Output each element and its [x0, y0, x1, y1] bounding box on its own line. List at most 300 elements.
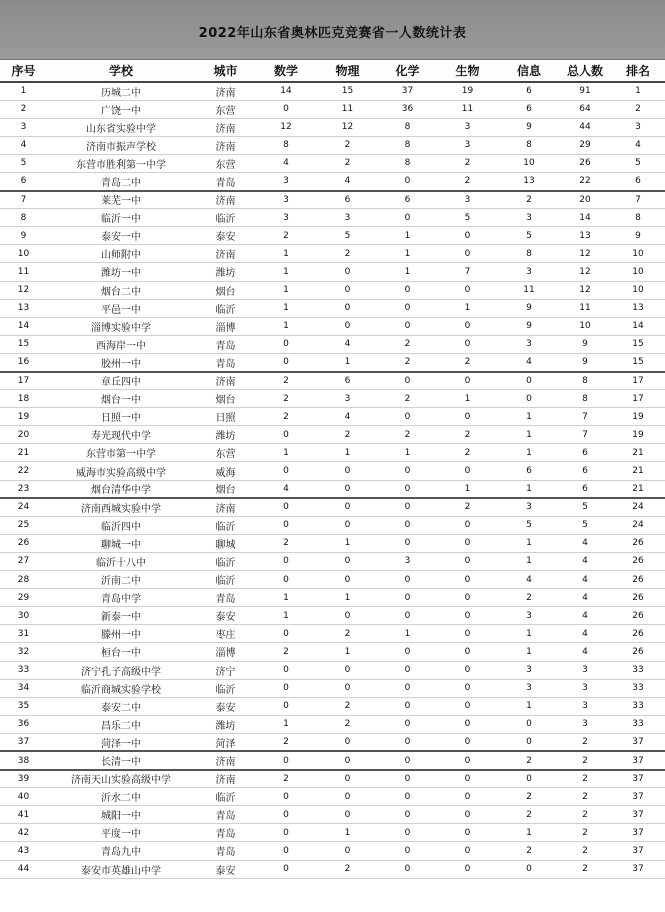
cell-city: 临沂	[195, 552, 256, 570]
cell-index: 39	[0, 770, 47, 788]
cell-city: 东营	[195, 154, 256, 172]
cell-school: 日照一中	[47, 408, 195, 426]
table-body	[0, 82, 665, 878]
cell-biology: 0	[436, 842, 499, 860]
header-row	[0, 60, 665, 82]
cell-informatics: 3	[499, 607, 559, 625]
cell-school: 莱芜一中	[47, 191, 195, 209]
cell-biology: 2	[436, 353, 499, 371]
cell-index: 19	[0, 408, 47, 426]
cell-chemistry: 8	[379, 118, 436, 136]
cell-school: 潍坊一中	[47, 263, 195, 281]
cell-biology: 3	[436, 191, 499, 209]
cell-school: 临沂一中	[47, 209, 195, 227]
cell-informatics: 1	[499, 625, 559, 643]
header-cell-biology: 生物	[436, 60, 499, 82]
cell-biology: 0	[436, 516, 499, 534]
cell-city: 青岛	[195, 824, 256, 842]
cell-chemistry: 0	[379, 770, 436, 788]
cell-rank: 15	[611, 335, 665, 353]
cell-rank: 37	[611, 751, 665, 769]
cell-physics: 15	[316, 82, 379, 100]
cell-school: 泰安二中	[47, 697, 195, 715]
cell-school: 济南西城实验中学	[47, 498, 195, 516]
cell-physics: 2	[316, 697, 379, 715]
cell-school: 聊城一中	[47, 534, 195, 552]
cell-informatics: 9	[499, 317, 559, 335]
cell-city: 烟台	[195, 281, 256, 299]
cell-index: 25	[0, 516, 47, 534]
cell-math: 1	[256, 317, 316, 335]
cell-city: 济南	[195, 82, 256, 100]
cell-index: 30	[0, 607, 47, 625]
cell-total: 5	[559, 516, 611, 534]
cell-index: 44	[0, 860, 47, 878]
cell-rank: 24	[611, 516, 665, 534]
cell-city: 枣庄	[195, 625, 256, 643]
cell-biology: 0	[436, 372, 499, 390]
cell-biology: 0	[436, 679, 499, 697]
table-row	[0, 571, 665, 589]
cell-informatics: 10	[499, 154, 559, 172]
cell-total: 7	[559, 408, 611, 426]
cell-chemistry: 0	[379, 299, 436, 317]
cell-chemistry: 0	[379, 733, 436, 751]
cell-biology: 0	[436, 643, 499, 661]
cell-rank: 33	[611, 715, 665, 733]
statistics-table	[0, 60, 665, 879]
table-row	[0, 444, 665, 462]
cell-biology: 2	[436, 154, 499, 172]
cell-chemistry: 0	[379, 480, 436, 498]
cell-math: 1	[256, 245, 316, 263]
cell-informatics: 13	[499, 172, 559, 190]
cell-rank: 2	[611, 100, 665, 118]
cell-total: 3	[559, 715, 611, 733]
cell-informatics: 2	[499, 191, 559, 209]
cell-school: 长清一中	[47, 751, 195, 769]
cell-physics: 1	[316, 824, 379, 842]
cell-biology: 5	[436, 209, 499, 227]
cell-total: 6	[559, 462, 611, 480]
cell-rank: 26	[611, 589, 665, 607]
cell-chemistry: 0	[379, 715, 436, 733]
cell-chemistry: 36	[379, 100, 436, 118]
cell-school: 平度一中	[47, 824, 195, 842]
cell-rank: 37	[611, 770, 665, 788]
cell-physics: 2	[316, 154, 379, 172]
cell-biology: 11	[436, 100, 499, 118]
cell-math: 2	[256, 534, 316, 552]
cell-rank: 17	[611, 390, 665, 408]
cell-total: 14	[559, 209, 611, 227]
cell-biology: 0	[436, 715, 499, 733]
cell-math: 2	[256, 643, 316, 661]
cell-rank: 4	[611, 136, 665, 154]
cell-index: 32	[0, 643, 47, 661]
cell-index: 22	[0, 462, 47, 480]
cell-informatics: 1	[499, 480, 559, 498]
cell-total: 4	[559, 589, 611, 607]
table-row	[0, 263, 665, 281]
cell-school: 淄博实验中学	[47, 317, 195, 335]
cell-city: 青岛	[195, 806, 256, 824]
cell-chemistry: 0	[379, 842, 436, 860]
cell-city: 淄博	[195, 643, 256, 661]
cell-physics: 12	[316, 118, 379, 136]
cell-biology: 0	[436, 733, 499, 751]
cell-informatics: 9	[499, 299, 559, 317]
cell-physics: 2	[316, 860, 379, 878]
cell-math: 0	[256, 516, 316, 534]
cell-rank: 37	[611, 824, 665, 842]
cell-city: 济南	[195, 751, 256, 769]
cell-school: 临沂商城实验学校	[47, 679, 195, 697]
cell-city: 泰安	[195, 860, 256, 878]
cell-chemistry: 1	[379, 263, 436, 281]
table-row	[0, 426, 665, 444]
header-cell-informatics: 信息	[499, 60, 559, 82]
cell-city: 泰安	[195, 227, 256, 245]
cell-rank: 26	[611, 552, 665, 570]
cell-informatics: 6	[499, 82, 559, 100]
table-header	[0, 60, 665, 82]
cell-informatics: 1	[499, 824, 559, 842]
cell-school: 西海岸一中	[47, 335, 195, 353]
cell-rank: 26	[611, 643, 665, 661]
cell-school: 青岛中学	[47, 589, 195, 607]
cell-city: 济南	[195, 191, 256, 209]
cell-total: 20	[559, 191, 611, 209]
cell-index: 15	[0, 335, 47, 353]
cell-total: 7	[559, 426, 611, 444]
cell-index: 1	[0, 82, 47, 100]
cell-math: 2	[256, 227, 316, 245]
cell-math: 0	[256, 552, 316, 570]
cell-physics: 2	[316, 426, 379, 444]
table-row	[0, 661, 665, 679]
cell-informatics: 2	[499, 751, 559, 769]
cell-index: 26	[0, 534, 47, 552]
cell-math: 0	[256, 462, 316, 480]
cell-chemistry: 2	[379, 426, 436, 444]
cell-total: 12	[559, 281, 611, 299]
table-row	[0, 353, 665, 371]
cell-chemistry: 1	[379, 245, 436, 263]
table-row	[0, 842, 665, 860]
cell-school: 烟台清华中学	[47, 480, 195, 498]
cell-informatics: 1	[499, 552, 559, 570]
cell-total: 4	[559, 643, 611, 661]
cell-physics: 0	[316, 299, 379, 317]
cell-rank: 19	[611, 408, 665, 426]
cell-rank: 10	[611, 263, 665, 281]
table-row	[0, 806, 665, 824]
cell-rank: 15	[611, 353, 665, 371]
cell-index: 3	[0, 118, 47, 136]
cell-physics: 0	[316, 263, 379, 281]
cell-school: 泰安市英雄山中学	[47, 860, 195, 878]
header-cell-city: 城市	[195, 60, 256, 82]
cell-rank: 26	[611, 607, 665, 625]
cell-biology: 1	[436, 390, 499, 408]
cell-math: 0	[256, 426, 316, 444]
cell-chemistry: 1	[379, 227, 436, 245]
cell-physics: 1	[316, 643, 379, 661]
cell-physics: 2	[316, 136, 379, 154]
cell-city: 泰安	[195, 697, 256, 715]
cell-total: 12	[559, 263, 611, 281]
cell-school: 烟台二中	[47, 281, 195, 299]
cell-chemistry: 0	[379, 281, 436, 299]
cell-index: 38	[0, 751, 47, 769]
cell-physics: 2	[316, 715, 379, 733]
cell-index: 20	[0, 426, 47, 444]
cell-total: 3	[559, 661, 611, 679]
cell-physics: 0	[316, 516, 379, 534]
cell-rank: 26	[611, 625, 665, 643]
title-bar	[0, 0, 665, 60]
cell-rank: 26	[611, 534, 665, 552]
cell-city: 青岛	[195, 335, 256, 353]
table-row	[0, 643, 665, 661]
cell-rank: 21	[611, 480, 665, 498]
cell-rank: 14	[611, 317, 665, 335]
cell-city: 泰安	[195, 607, 256, 625]
cell-city: 潍坊	[195, 715, 256, 733]
table-row	[0, 209, 665, 227]
cell-physics: 0	[316, 317, 379, 335]
cell-city: 烟台	[195, 390, 256, 408]
cell-chemistry: 0	[379, 751, 436, 769]
cell-total: 2	[559, 788, 611, 806]
cell-city: 淄博	[195, 317, 256, 335]
cell-rank: 37	[611, 788, 665, 806]
cell-rank: 33	[611, 679, 665, 697]
cell-physics: 6	[316, 191, 379, 209]
cell-city: 临沂	[195, 209, 256, 227]
cell-index: 41	[0, 806, 47, 824]
table-row	[0, 118, 665, 136]
cell-math: 1	[256, 299, 316, 317]
cell-rank: 8	[611, 209, 665, 227]
cell-physics: 1	[316, 353, 379, 371]
page-title: 2022年山东省奥林匹克竞赛省一人数统计表	[198, 26, 467, 41]
cell-index: 5	[0, 154, 47, 172]
cell-math: 0	[256, 679, 316, 697]
header-cell-math: 数学	[256, 60, 316, 82]
cell-total: 6	[559, 480, 611, 498]
cell-biology: 0	[436, 770, 499, 788]
cell-index: 21	[0, 444, 47, 462]
cell-math: 0	[256, 100, 316, 118]
cell-biology: 0	[436, 788, 499, 806]
cell-school: 东营市第一中学	[47, 444, 195, 462]
cell-physics: 0	[316, 751, 379, 769]
table-row	[0, 299, 665, 317]
table-row	[0, 372, 665, 390]
cell-physics: 4	[316, 335, 379, 353]
cell-biology: 3	[436, 118, 499, 136]
cell-school: 平邑一中	[47, 299, 195, 317]
table-row	[0, 172, 665, 190]
cell-math: 1	[256, 589, 316, 607]
cell-index: 40	[0, 788, 47, 806]
cell-school: 胶州一中	[47, 353, 195, 371]
cell-math: 1	[256, 607, 316, 625]
cell-index: 2	[0, 100, 47, 118]
cell-math: 0	[256, 788, 316, 806]
cell-chemistry: 8	[379, 136, 436, 154]
cell-rank: 24	[611, 498, 665, 516]
cell-school: 青岛九中	[47, 842, 195, 860]
cell-biology: 7	[436, 263, 499, 281]
cell-chemistry: 0	[379, 516, 436, 534]
cell-index: 31	[0, 625, 47, 643]
cell-physics: 4	[316, 172, 379, 190]
cell-school: 威海市实验高级中学	[47, 462, 195, 480]
cell-informatics: 3	[499, 679, 559, 697]
cell-physics: 3	[316, 390, 379, 408]
table-row	[0, 607, 665, 625]
cell-city: 济南	[195, 118, 256, 136]
cell-biology: 0	[436, 661, 499, 679]
cell-school: 济南市振声学校	[47, 136, 195, 154]
cell-school: 济南天山实验高级中学	[47, 770, 195, 788]
cell-math: 3	[256, 209, 316, 227]
cell-school: 桓台一中	[47, 643, 195, 661]
cell-rank: 33	[611, 697, 665, 715]
cell-chemistry: 2	[379, 335, 436, 353]
cell-informatics: 4	[499, 353, 559, 371]
header-cell-school: 学校	[47, 60, 195, 82]
table-row	[0, 715, 665, 733]
table-row	[0, 335, 665, 353]
cell-index: 27	[0, 552, 47, 570]
cell-biology: 0	[436, 227, 499, 245]
cell-informatics: 0	[499, 770, 559, 788]
cell-city: 烟台	[195, 480, 256, 498]
cell-total: 4	[559, 607, 611, 625]
cell-physics: 0	[316, 607, 379, 625]
cell-chemistry: 0	[379, 571, 436, 589]
cell-school: 章丘四中	[47, 372, 195, 390]
cell-rank: 37	[611, 806, 665, 824]
cell-physics: 0	[316, 552, 379, 570]
cell-chemistry: 0	[379, 607, 436, 625]
cell-biology: 0	[436, 751, 499, 769]
table-row	[0, 534, 665, 552]
cell-index: 18	[0, 390, 47, 408]
cell-city: 临沂	[195, 299, 256, 317]
header-cell-index: 序号	[0, 60, 47, 82]
cell-city: 临沂	[195, 788, 256, 806]
cell-math: 2	[256, 390, 316, 408]
table-row	[0, 824, 665, 842]
cell-informatics: 0	[499, 733, 559, 751]
cell-city: 青岛	[195, 353, 256, 371]
cell-rank: 3	[611, 118, 665, 136]
cell-math: 0	[256, 498, 316, 516]
cell-city: 青岛	[195, 172, 256, 190]
cell-city: 潍坊	[195, 263, 256, 281]
cell-biology: 0	[436, 552, 499, 570]
cell-biology: 0	[436, 281, 499, 299]
cell-math: 0	[256, 860, 316, 878]
table-row	[0, 679, 665, 697]
cell-physics: 0	[316, 462, 379, 480]
cell-city: 济南	[195, 136, 256, 154]
cell-total: 9	[559, 353, 611, 371]
cell-rank: 10	[611, 281, 665, 299]
cell-total: 4	[559, 552, 611, 570]
cell-math: 2	[256, 770, 316, 788]
cell-index: 6	[0, 172, 47, 190]
cell-rank: 19	[611, 426, 665, 444]
cell-school: 沂水二中	[47, 788, 195, 806]
table-row	[0, 390, 665, 408]
cell-biology: 1	[436, 480, 499, 498]
cell-math: 0	[256, 751, 316, 769]
cell-informatics: 4	[499, 571, 559, 589]
cell-informatics: 1	[499, 697, 559, 715]
cell-biology: 0	[436, 824, 499, 842]
cell-physics: 4	[316, 408, 379, 426]
cell-math: 0	[256, 661, 316, 679]
cell-index: 8	[0, 209, 47, 227]
cell-math: 1	[256, 263, 316, 281]
cell-rank: 9	[611, 227, 665, 245]
cell-index: 17	[0, 372, 47, 390]
cell-total: 2	[559, 751, 611, 769]
table-row	[0, 408, 665, 426]
cell-index: 9	[0, 227, 47, 245]
cell-city: 潍坊	[195, 426, 256, 444]
cell-biology: 0	[436, 335, 499, 353]
cell-physics: 1	[316, 534, 379, 552]
cell-biology: 0	[436, 697, 499, 715]
header-cell-chemistry: 化学	[379, 60, 436, 82]
cell-informatics: 2	[499, 842, 559, 860]
cell-index: 11	[0, 263, 47, 281]
cell-index: 16	[0, 353, 47, 371]
cell-city: 济宁	[195, 661, 256, 679]
cell-math: 12	[256, 118, 316, 136]
cell-informatics: 9	[499, 118, 559, 136]
cell-chemistry: 0	[379, 372, 436, 390]
cell-index: 36	[0, 715, 47, 733]
cell-total: 44	[559, 118, 611, 136]
cell-physics: 0	[316, 806, 379, 824]
cell-school: 山师附中	[47, 245, 195, 263]
table-row	[0, 589, 665, 607]
cell-biology: 2	[436, 426, 499, 444]
cell-informatics: 2	[499, 589, 559, 607]
cell-rank: 7	[611, 191, 665, 209]
cell-informatics: 11	[499, 281, 559, 299]
table-row	[0, 552, 665, 570]
cell-physics: 1	[316, 444, 379, 462]
cell-biology: 19	[436, 82, 499, 100]
cell-index: 35	[0, 697, 47, 715]
cell-math: 4	[256, 154, 316, 172]
cell-index: 29	[0, 589, 47, 607]
cell-index: 28	[0, 571, 47, 589]
cell-rank: 5	[611, 154, 665, 172]
cell-informatics: 0	[499, 372, 559, 390]
cell-city: 东营	[195, 100, 256, 118]
cell-informatics: 1	[499, 534, 559, 552]
